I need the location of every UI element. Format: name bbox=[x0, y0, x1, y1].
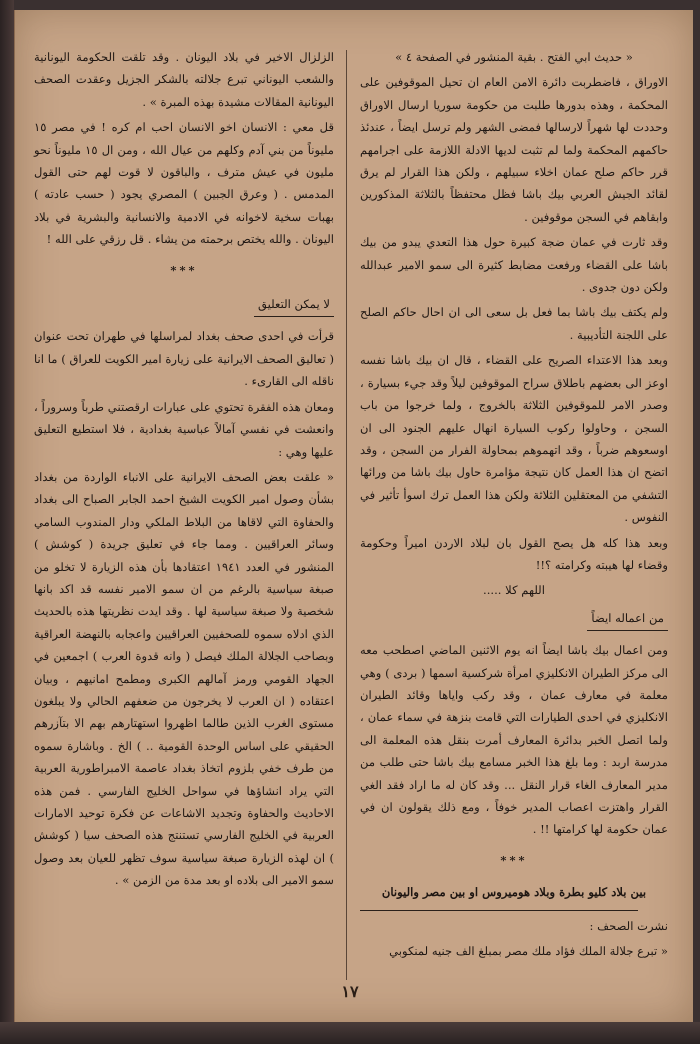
page-number: ١٧ bbox=[341, 982, 359, 1001]
title-underline bbox=[360, 910, 638, 911]
paragraph: « علقت بعض الصحف الايرانية على الانباء الواردة من بغداد بشأن وصول امير الكويت الشيخ احمد الجابر الصباح الى بغداد والحفاوة التي لاقاها من البلاط الملكي ودار المندوب السامي وسائر العراقيين . ومما جاء في تعليق جريدة ( كوشش ) المنشور في العدد ١٩٤١ اعتقادها بأن هذه الزيارة لا تخلو من صبغة سياسية بالرغم من ان سمو الامير نفسه قد اكد بانها شخصية ولا صبغة سياسية لها . وقد ايدت نظريتها هذه بالحديث الذي ادلاه سموه للصحفيين العراقيين واعجابه بالنهضة العراقية وبصاحب الجلالة الملك فيصل ( وانه قدوة العرب ) اجمعين في الجهاد القومي ورمز آمالهم الكبرى ومطمح امانيهم ، وبيان اعتقاده ( ان العرب لا يخرجون من ضعفهم الحالي ولا يبلغون مستوى الغرب الذين طالما اظهروا استهتارهم بهم الا بتآزرهم الحقيقي على اساس الوحدة القومية .. ) الخ . وباشارة سموه من طرف خفي بلزوم اتخاذ بغداد عاصمة الامبراطورية العربية التي يراد انشاؤها في سواحل الخليج الفارسي . فمن هذه الاحاديث والحفاوة وتجديد الاشاعات عن فكرة توحيد الامارات العربية في الخليج الفارسي تستنتج هذه الصحف سيا ( كوشش ) ان لهذه الزيارة صبغة سياسية سوف تظهر للعيان بعد وصول سمو الامير الى بلاده او بعد مدة من الزمن » . bbox=[34, 469, 334, 888]
page-bottom-edge bbox=[0, 1022, 700, 1044]
paragraph: قل معي : الانسان اخو الانسان احب ام كره ! في مصر ١٥ مليوناً من بني آدم وكلهم من عيال الله ، ومن ال ١٥ مليوناً نحو مليون في عيش مترف ، والباقون لا قوت لهم حتى القول المدمس . ( وعرق الجبين ) المصري يجود ( حسب عادته ) بهبات سخية لاخوانه في الادمية والانسانية والبشرية في بلاد اليونان . والله يختص برحمته من يشاء . قل رزقي على الله ! bbox=[34, 120, 334, 247]
article-continuation-header: « حديث ابي الفتح . بقية المنشور في الصفحة ٤ » bbox=[395, 50, 633, 64]
right-column bbox=[360, 46, 668, 965]
paragraph: وبعد هذا كله هل يصح القول بان لبلاد الاردن اميراً وحكومة وقضاء لها هيبته وكرامته ؟!! bbox=[360, 535, 668, 572]
paragraph: وبعد هذا الاعتداء الصريح على القضاء ، قال ان بيك باشا نفسه اوعز الى بعضهم باطلاق سراح الموقوفين ليلاً وقد جيء بسيارة ، وصدر الامر للموقوفين الثلاثة بالخروج ، ولما خرجوا من باب السجن ، وحاولوا ركوب السيارة انهال عليهم الجنود الى ان اوسعوهم ضرباً ، وقد اتهموهم بمحاولة الفرار من السجن ، وقد اتضح ان هذا العمل كان نتيجة مؤامرة حاول بيك باشا من ورائها التشفي من المعتقلين الثلاثة ولكن هذا العمل ترك اسوأ تأثير في النفوس . bbox=[360, 353, 668, 525]
paragraph: ومن اعمال بيك باشا ايضاً انه يوم الاثنين الماضي اصطحب معه الى مركز الطيران الانكليزي امرأة شركسية اسمها ( بردى ) وهي معلمة في معارف عمان ، وقد ركب واياها وقائد الطيران الانكليزي في احدى الطيارات التي قامت بنزهة في سماء عمان ، ولما اتصل الخبر بدائرة المعارف أمرت بنقل هذه المعلمة الى مدرسة اربد : وما بلغ هذا الخبر مسامع بيك باشا حتى طلب من مدير المعارف الغاء قرار النقل ... وقد كان له ما اراد فقد الغي القرار واهتزت اعصاب المدير خوفاً ، ومع ذلك يقولون ان في عمان حكومة لها كرامتها !! . bbox=[360, 643, 668, 837]
paragraph: نشرت الصحف : bbox=[589, 918, 668, 933]
section-separator: *** bbox=[170, 262, 198, 277]
paragraph: قرأت في احدى صحف بغداد لمراسلها في طهران تحت عنوان ( تعاليق الصحف الايرانية على زيارة امير الكويت للعراق ) ما انا ناقله الى القارىء . bbox=[34, 329, 334, 389]
paragraph: ولم يكتف بيك باشا بما فعل بل سعى الى ان احال حاكم الصلح على اللجنة التأديبية . bbox=[360, 305, 668, 342]
left-column bbox=[34, 46, 334, 895]
section-subheading: من اعماله ايضاً bbox=[587, 607, 668, 631]
section-subheading: لا يمكن التعليق bbox=[254, 293, 334, 317]
section-separator: *** bbox=[500, 852, 528, 867]
paragraph: وقد ثارت في عمان ضجة كبيرة حول هذا التعدي يبدو من بيك باشا على القضاء ورفعت مضابط كثيرة الى سمو الامير عبدالله ولكن دون جدوى . bbox=[360, 235, 668, 295]
paragraph: الاوراق ، فاضطربت دائرة الامن العام ان تحيل الموقوفين على المحكمة ، وهذه بدورها طلبت من حكومة سوريا ارسال الاوراق وحددت لها شهراً لارسالها فمضى الشهر ولم ترسل ايضاً ، عندئذ حاكمهم المحكمة ولما لم تثبت لديها الادلة اللازمة على اجرامهم قرر حاكم صلح عمان اخلاء سبيلهم ، ولكن هذا القرار لم يرق لقائد الجيش العربي بيك باشا فظل محتفظاً بالثلاثة المذكورين وابقاهم في السجن موقوفين . bbox=[360, 75, 668, 224]
paragraph: الزلزال الاخير في بلاد اليونان . وقد تلقت الحكومة اليونانية والشعب اليوناني تبرع جلالته بالشكر الجزيل وعقدت الصحف اليونانية المقالات مشيدة بهذه المبرة » . bbox=[34, 50, 334, 109]
paragraph: ومعان هذه الفقرة تحتوي على عبارات ارقصتني طرباً وسروراً ، وانعشت في نفسي آمالاً عباسية بغدادية ، فلا استطيع التعليق عليها وهي : bbox=[34, 399, 334, 459]
book-binding-edge bbox=[0, 0, 14, 1044]
paragraph: « تبرع جلالة الملك فؤاد ملك مصر بمبلغ الف جنيه لمنكوبي bbox=[389, 944, 668, 959]
column-divider bbox=[346, 50, 347, 980]
section-title: بين بلاد كليو بطرة وبلاد هوميروس او بين مصر واليونان bbox=[381, 885, 647, 900]
paragraph: اللهم كلا ..... bbox=[483, 583, 545, 598]
